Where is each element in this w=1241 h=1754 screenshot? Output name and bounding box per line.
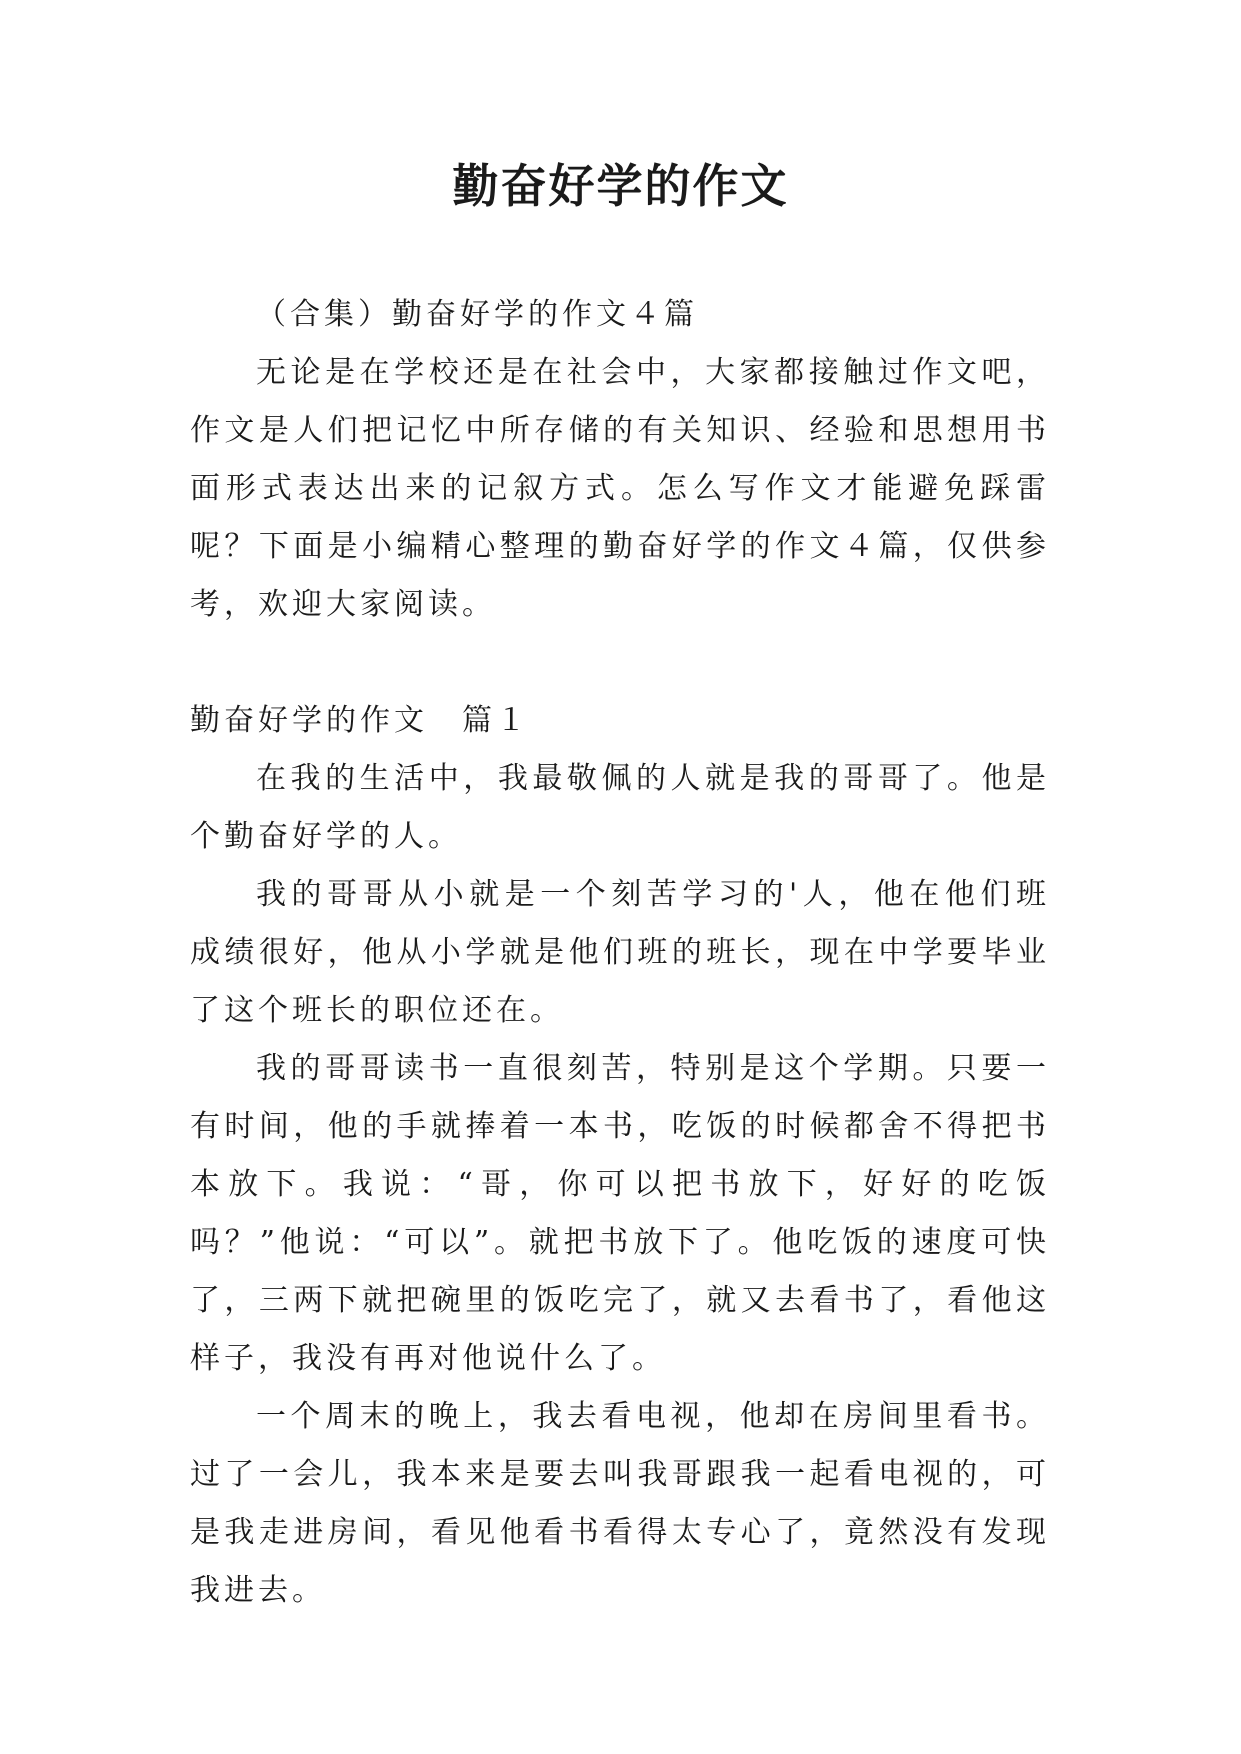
section-heading: 勤奋好学的作文 篇１ (190, 703, 530, 738)
document-title: 勤奋好学的作文 (452, 159, 789, 213)
section-paragraph: 我的哥哥读书一直很刻苦，特别是这个学期。只要一有时间，他的手就捧着一本书，吃饭的时候都舍不得把书本放下。我说：“哥，你可以把书放下，好好的吃饭吗？”他说：“可以”。就把书放下了。他吃饭的速度可快了，三两下就把碗里的饭吃完了，就又去看书了，看他这样子，我没有再对他说什么了。 (190, 1051, 1050, 1376)
collection-subtitle: （合集）勤奋好学的作文４篇 (256, 297, 698, 332)
section-paragraph: 一个周末的晚上，我去看电视，他却在房间里看书。过了一会儿，我本来是要去叫我哥跟我一起看电视的，可是我走进房间，看见他看书看得太专心了，竟然没有发现我进去。 (190, 1399, 1050, 1608)
section-paragraph: 在我的生活中，我最敬佩的人就是我的哥哥了。他是个勤奋好学的人。 (190, 761, 1050, 854)
document-body (190, 286, 1050, 1620)
intro-paragraph: 无论是在学校还是在社会中，大家都接触过作文吧，作文是人们把记忆中所存储的有关知识、经验和思想用书面形式表达出来的记叙方式。怎么写作文才能避免踩雷呢？下面是小编精心整理的勤奋好学的作文４篇，仅供参考，欢迎大家阅读。 (190, 355, 1050, 622)
section-paragraph: 我的哥哥从小就是一个刻苦学习的'人，他在他们班成绩很好，他从小学就是他们班的班长，现在中学要毕业了这个班长的职位还在。 (190, 877, 1050, 1028)
section-spacer (190, 634, 1050, 692)
